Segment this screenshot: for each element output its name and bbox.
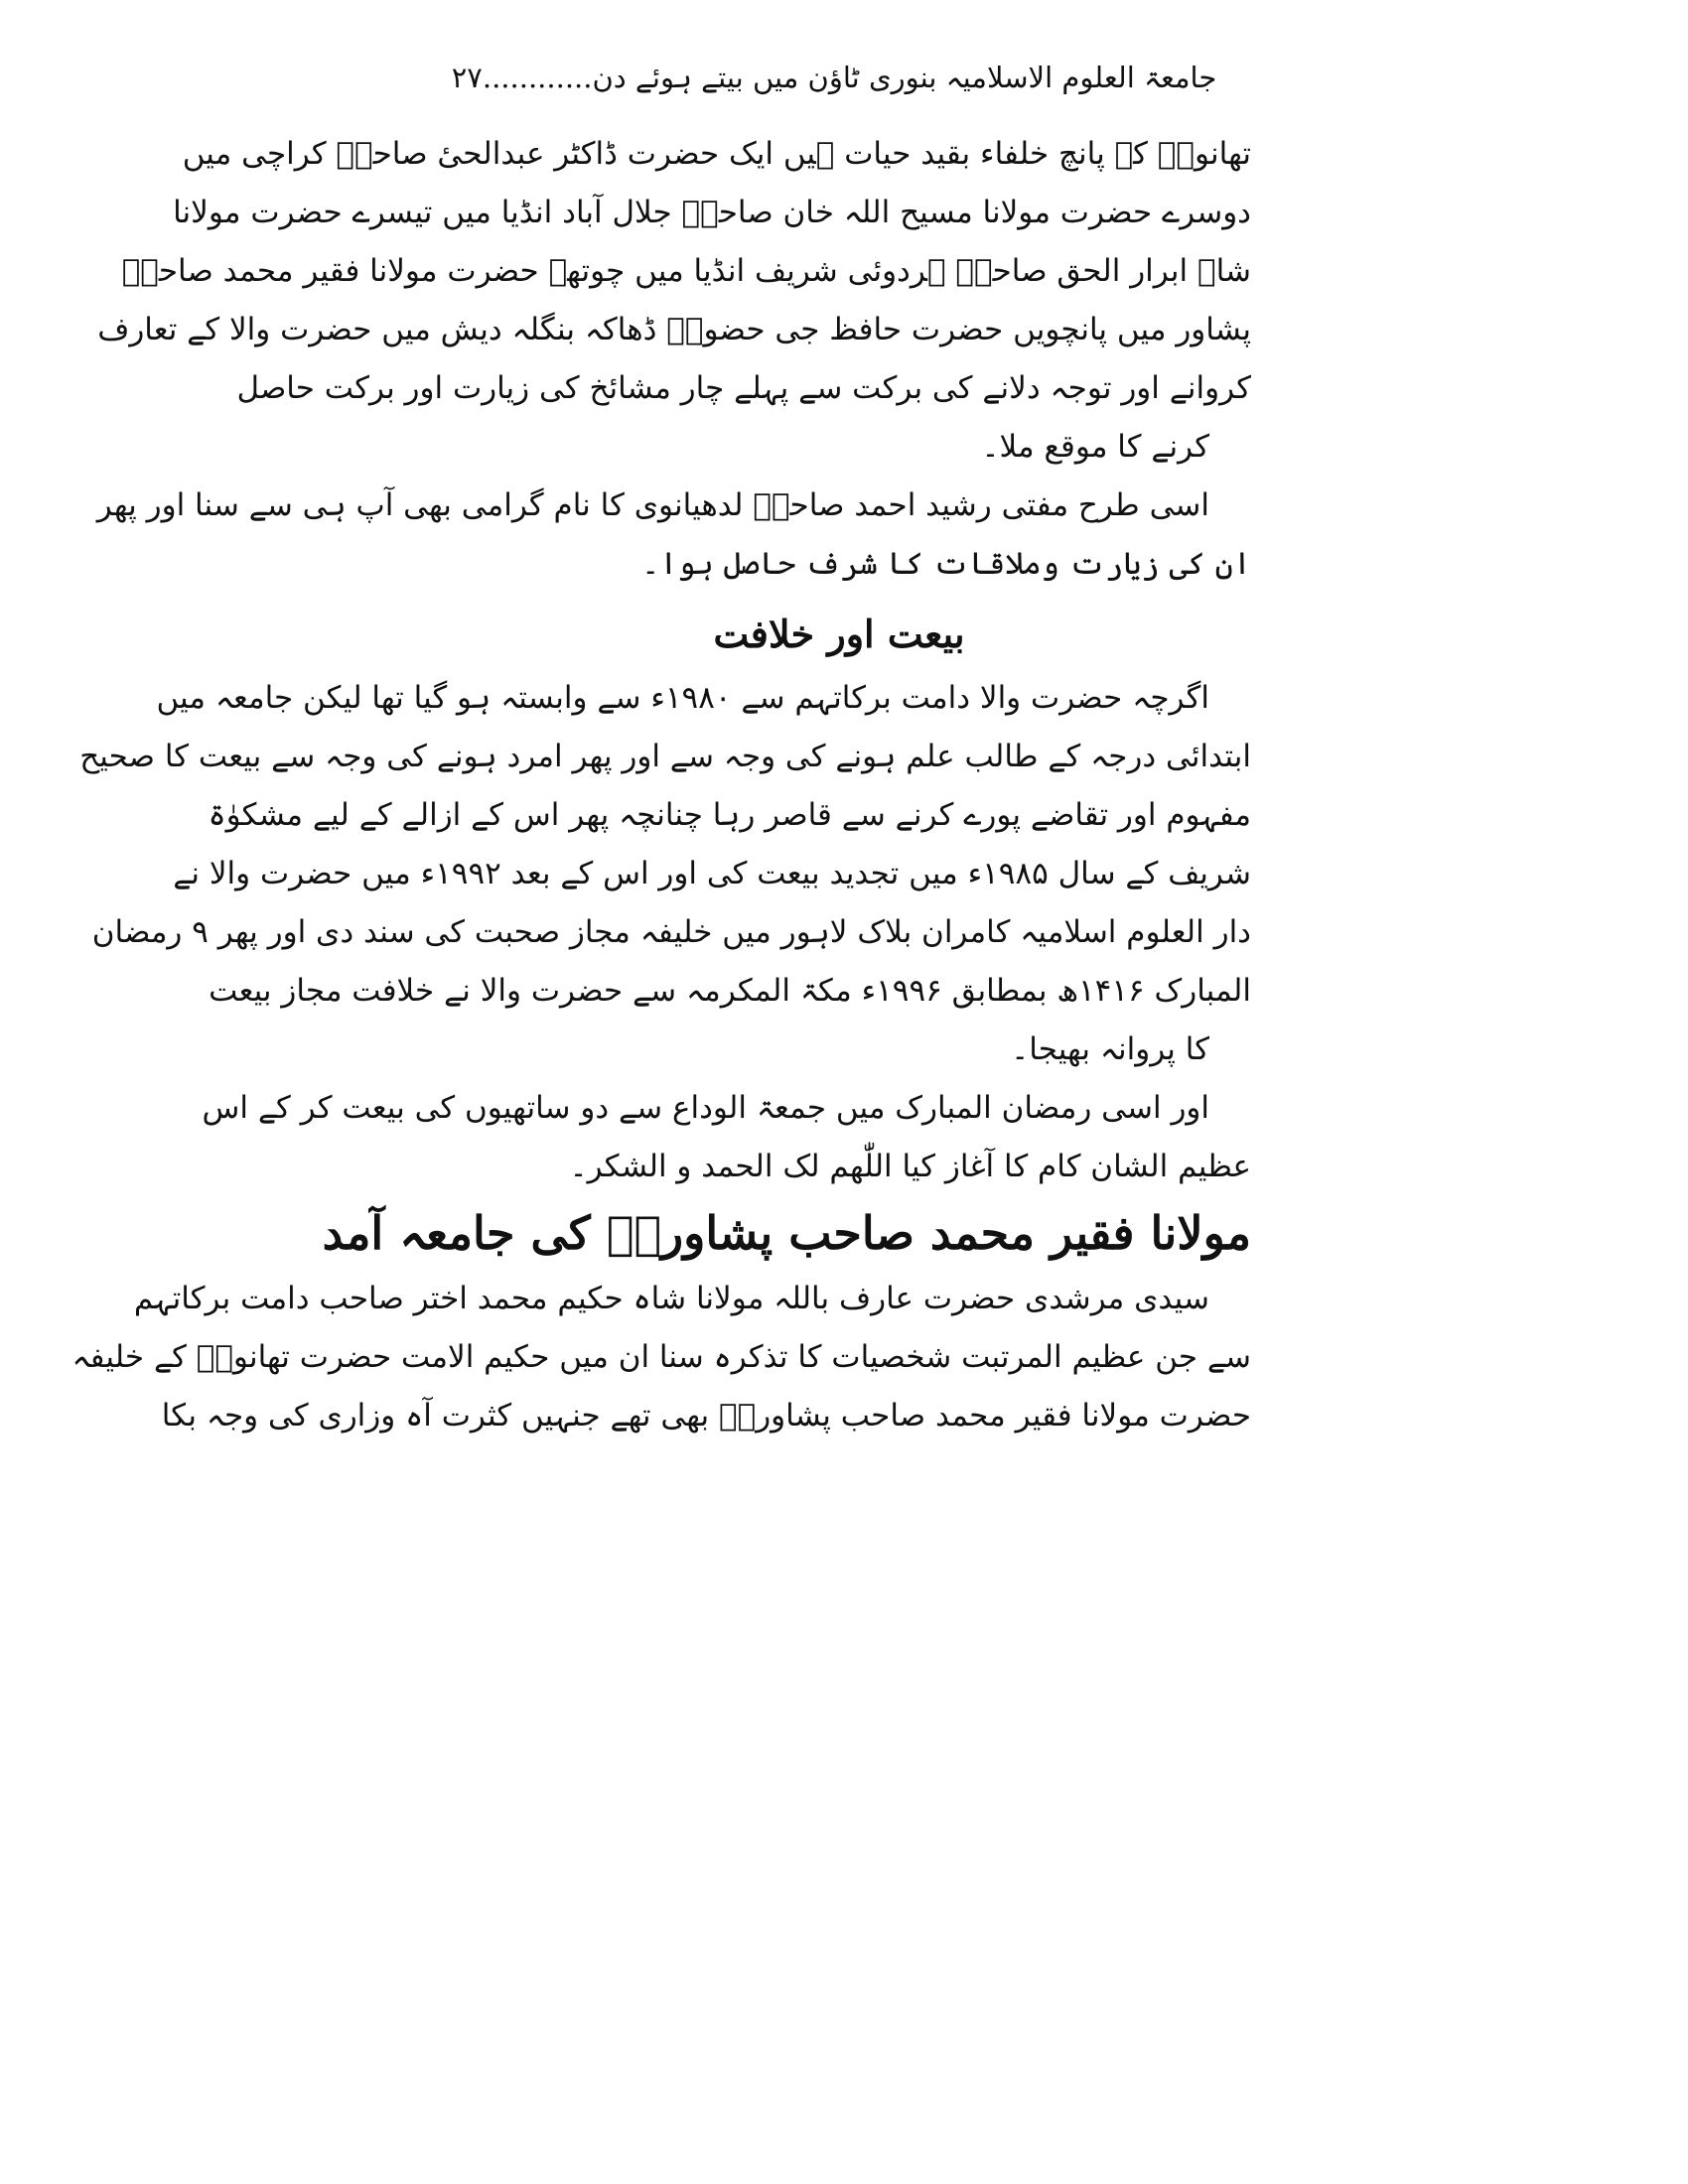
text-line: شریف کے سال ۱۹۸۵ء میں تجدید بیعت کی اور اس کے بعد ۱۹۹۲ء میں حضرت والا نے [173,856,1251,891]
text-line: کرنے کا موقع ملا۔ [981,429,1209,465]
text-line: اور اسی رمضان المبارک میں جمعۃ الوداع سے دو ساتھیوں کی بیعت کر کے اس [202,1090,1209,1126]
text-line: سیدی مرشدی حضرت عارف باللہ مولانا شاہ حکیم محمد اختر صاحب دامت برکاتہم [133,1281,1209,1316]
paragraph-khulafa [97,125,1251,477]
text-line: کا پروانہ بھیجا۔ [1011,1031,1209,1067]
text-line: تھانویؒ کے پانچ خلفاء بقید حیات ہیں ایک حضرت ڈاکٹر عبدالحیٔ صاحبؒ کراچی میں [182,136,1251,172]
paragraph-ramadan [202,1079,1251,1196]
text-line: اسی طرح مفتی رشید احمد صاحبؒ لدھیانوی کا نام گرامی بھی آپ ہی سے سنا اور پھر [96,487,1209,523]
text-line: عظیم الشان کام کا آغاز کیا اللّٰھم لک الحمد و الشکر۔ [569,1149,1251,1184]
paragraph-sayyidi [71,1270,1251,1445]
text-line: المبارک ۱۴۱۶ھ بمطابق ۱۹۹۶ء مکۃ المکرمہ سے حضرت والا نے خلافت مجاز بیعت [209,973,1251,1009]
paragraph-bayat [79,669,1251,1079]
running-title: جامعۃ العلوم الاسلامیہ بنوری ٹاؤن میں بیتے ہوئے دن............۲۷ [451,61,1217,94]
text-line: مفہوم اور تقاضے پورے کرنے سے قاصر رہا چنانچہ پھر اس کے ازالے کے لیے مشکوٰۃ [208,797,1251,833]
text-line: شاہ ابرار الحق صاحبؒ ہردوئی شریف انڈیا میں چوتھے حضرت مولانا فقیر محمد صاحبؒ [121,253,1251,289]
text-line: پشاور میں پانچویں حضرت حافظ جی حضورؒ ڈھاکہ بنگلہ دیش میں حضرت والا کے تعارف [97,312,1251,347]
text-line: ان کی زیارت وملاقات کا شرف حاصل ہوا۔ [641,546,1251,582]
section-heading-maulana-faqeer: مولانا فقیر محمد صاحب پشاوریؒ کی جامعہ آمد [322,1206,1251,1260]
running-header [427,58,1241,97]
text-line: ابتدائی درجہ کے طالب علم ہونے کی وجہ سے اور پھر امرد ہونے کی وجہ سے بیعت کا صحیح [79,739,1251,774]
text-line: دار العلوم اسلامیہ کامران بلاک لاہور میں خلیفہ مجاز صحبت کی سند دی اور پھر ۹ رمضان [91,914,1251,950]
text-column [71,125,1251,1445]
paragraph-mufti-rasheed [96,477,1251,594]
text-line: دوسرے حضرت مولانا مسیح اللہ خان صاحبؒ جلال آباد انڈیا میں تیسرے حضرت مولانا [173,195,1251,230]
text-line: کروانے اور توجہ دلانے کی برکت سے پہلے چار مشائخ کی زیارت اور برکت حاصل [236,370,1251,406]
text-line: سے جن عظیم المرتبت شخصیات کا تذکرہ سنا ان میں حکیم الامت حضرت تھانویؒ کے خلیفہ [71,1339,1251,1375]
text-line: حضرت مولانا فقیر محمد صاحب پشاوریؒ بھی تھے جنہیں کثرت آہ وزاری کی وجہ بکا [161,1398,1251,1433]
section-heading-bayat: بیعت اور خلافت [713,612,965,656]
text-line: اگرچہ حضرت والا دامت برکاتہم سے ۱۹۸۰ء سے وابستہ ہو گیا تھا لیکن جامعہ میں [156,680,1209,716]
